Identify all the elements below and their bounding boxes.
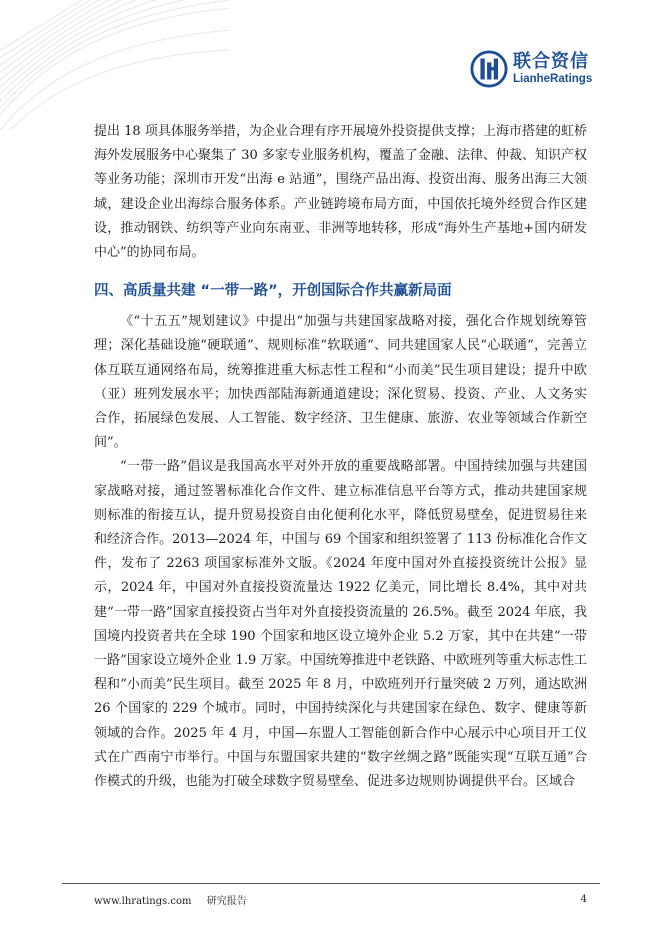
paragraph-plan-proposal: 《“十五五”规划建议》中提出“加强与共建国家战略对接，强化合作规划统筹管理；深化基础设施“硬联通”、规则标准“软联通”、同共建国家人民“心联通”，完善立体互联互通网络布局，统筹推进重大标志性工程和“小而美”民生项目建设；提升中欧（亚）班列发展水平；加快西部陆海新通道建设；深化贸易、投资、产业、人文务实合作，拓展绿色发展、人工智能、数字经济、卫生健康、旅游、农业等领域合作新空间”。 bbox=[94, 314, 587, 451]
page-number: 4 bbox=[580, 894, 587, 905]
section-heading: 四、高质量共建 “一带一路”，开创国际合作共赢新局面 bbox=[94, 283, 452, 300]
logo-english-name: LianheRatings bbox=[513, 72, 593, 85]
watermark-pattern bbox=[0, 0, 230, 130]
lianhe-logo-icon bbox=[470, 50, 508, 88]
footer-url: www.lhratings.com bbox=[94, 896, 192, 907]
page-footer bbox=[94, 892, 587, 907]
paragraph-belt-and-road: “一带一路”倡议是我国高水平对外开放的重要战略部署。中国持续加强与共建国家战略对接，通过签署标准化合作文件、建立标准信息平台等方式，推动共建国家规则标准的衔接互认，提升贸易投资自由化便利化水平，降低贸易壁垒，促进贸易往来和经济合作。2013—2024 年，中国与 69 个国家和组织签署了 113 份标准化合作文件，发布了 2263 项国家标准外文版。《2024 年度中国对外直接投资统计公报》显示，2024 年，中国对外直接投资流量达 1922 亿美元，同比增长 8.4%，其中对共建“一带一路”国家直接投资占当年对外直接投资流量的 26.5%。截至 2024 年底，我国境内投资者共在全球 190 个国家和地区设立境外企业 5.2 万家，其中在共建“一带一路”国家设立境外企业 1.9 万家。中国统筹推进中老铁路、中欧班列等重大标志性工程和“小而美”民生项目。截至 2025 年 8 月，中欧班列开行量突破 2 万列，通达欧洲 26 个国家的 229 个城市。同时，中国持续深化与共建国家在绿色、数字、健康等新领域的合作。2025 年 4 月，中国—东盟人工智能创新合作中心展示中心项目开工仪式在广西南宁市举行。中国与东盟国家共建的“数字丝绸之路”既能实现“互联互通”合作模式的升级，也能为打破全球数字贸易壁垒、促进多边规则协调提供平台。区域合 bbox=[94, 459, 587, 790]
footer-divider bbox=[62, 883, 600, 884]
paragraph-continued: 提出 18 项具体服务举措，为企业合理有序开展境外投资提供支撑；上海市搭建的虹桥海外发展服务中心聚集了 30 多家专业服务机构，覆盖了金融、法律、仲裁、知识产权等业务功能；深圳市开发“出海 e 站通”，围绕产品出海、投资出海、服务出海三大领域，建设企业出海综合服务体系。产业链跨境布局方面，中国依托境外经贸合作区建设，推动钢铁、纺织等产业向东南亚、非洲等地转移，形成“海外生产基地+国内研发中心”的协同布局。 bbox=[94, 124, 587, 261]
logo-chinese-name: 联合资信 bbox=[513, 50, 589, 72]
company-logo bbox=[470, 49, 600, 89]
footer-doc-type: 研究报告 bbox=[206, 896, 247, 907]
report-body bbox=[94, 120, 587, 794]
